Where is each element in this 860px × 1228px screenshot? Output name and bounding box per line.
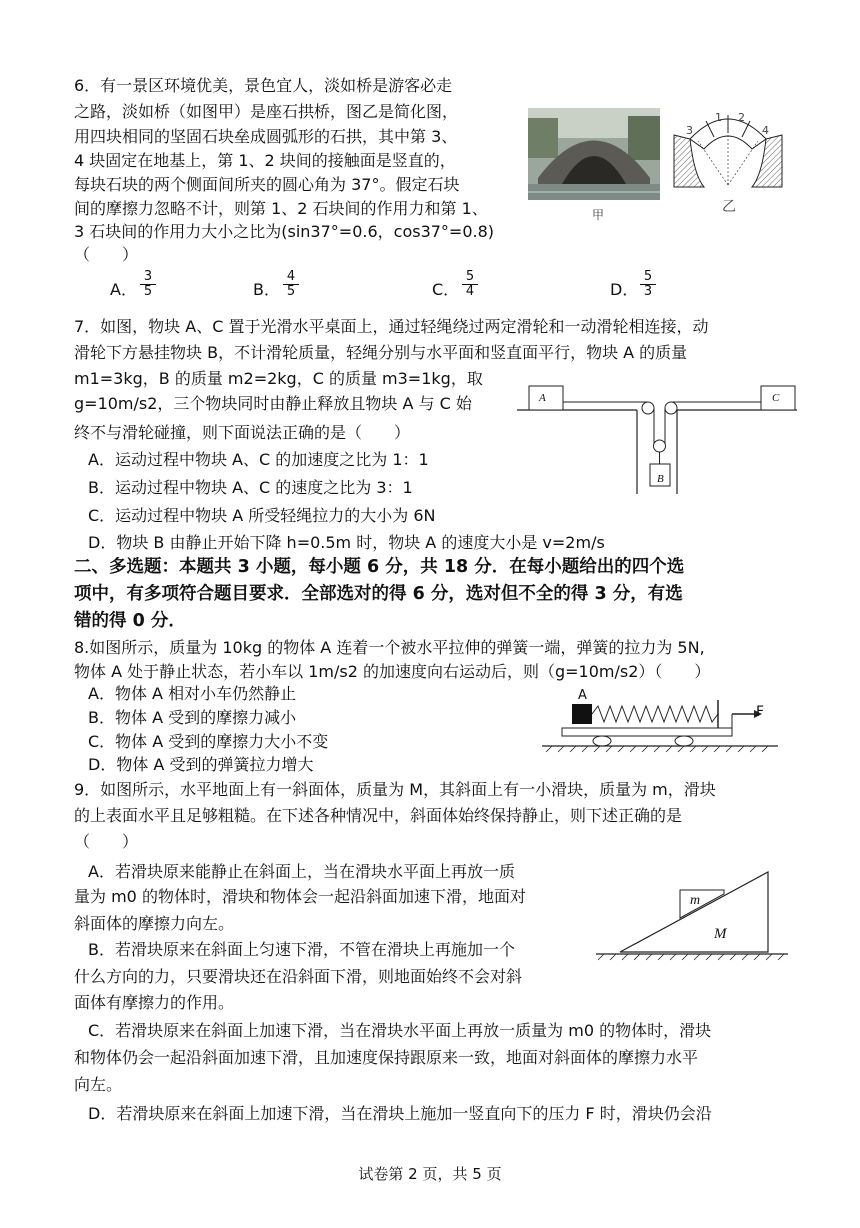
caption-jia: 甲: [592, 208, 605, 222]
section-heading-line: 错的得 0 分．: [74, 611, 186, 631]
block-c-label: C: [772, 392, 780, 404]
section-heading-line: 二、多选题：本题共 3 小题，每小题 6 分，共 18 分．在每小题给出的四个选: [74, 557, 685, 577]
q7-line: m1=3kg，B 的质量 m2=2kg，C 的质量 m3=1kg，取: [74, 369, 483, 388]
caption-yi: 乙: [722, 199, 736, 215]
block-b-label: B: [657, 473, 664, 485]
arch-label-2: 2: [738, 111, 745, 124]
q6-line: 3 石块间的作用力大小之比为(sin37°=0.6，cos37°=0.8): [74, 222, 495, 241]
q9-option-c-line: 向左。: [74, 1075, 123, 1094]
q7-option-a: A．运动过程中物块 A、C 的加速度之比为 1：1: [88, 450, 429, 469]
q9-option-a-line: 量为 m0 的物体时，滑块和物体会一起沿斜面加速下滑，地面对: [74, 887, 526, 906]
q6-line: （ ）: [74, 245, 139, 264]
q6-option-b-fraction: $\frac{4}{5}$: [283, 270, 299, 299]
q9-line: 9．如图所示，水平地面上有一斜面体，质量为 M，其斜面上有一小滑块，质量为 m，滑块: [74, 780, 716, 799]
q6-line: 4 块固定在地基上，第 1、2 块间的接触面是竖直的，: [74, 151, 456, 170]
q8-line: 8.如图所示，质量为 10kg 的物体 A 连着一个被水平拉伸的弹簧一端，弹簧的拉力为 5N,: [74, 638, 705, 657]
q6-line: 之路，淡如桥（如图甲）是座石拱桥，图乙是简化图，: [74, 102, 459, 121]
arch-label-1: 1: [715, 111, 722, 124]
q8-option-c: C．物体 A 受到的摩擦力大小不变: [88, 732, 329, 751]
q6-line: 6．有一景区环境优美，景色宜人，淡如桥是游客必走: [74, 76, 453, 95]
q7-option-d: D．物块 B 由静止开始下降 h=0.5m 时，物块 A 的速度大小是 v=2m/s: [88, 533, 605, 552]
block-a-label: A: [539, 392, 546, 404]
cart-block-a-label: A: [578, 688, 587, 703]
q7-line: g=10m/s2，三个物块同时由静止释放且物块 A 与 C 始: [74, 394, 472, 413]
force-f-label: F: [756, 704, 765, 720]
q8-option-b: B．物体 A 受到的摩擦力减小: [88, 708, 297, 727]
q6-option-a-fraction: $\frac{3}{5}$: [140, 270, 156, 299]
q7-line: 7．如图，物块 A、C 置于光滑水平桌面上，通过轻绳绕过两定滑轮和一动滑轮相连接，动: [74, 317, 709, 336]
q6-line: 间的摩擦力忽略不计，则第 1、2 石块间的作用力和第 1、: [74, 199, 488, 218]
q8-option-a: A．物体 A 相对小车仍然静止: [88, 684, 297, 703]
q6-option-a-label: A．: [110, 280, 137, 299]
q8-option-d: D．物体 A 受到的弹簧拉力增大: [88, 755, 314, 774]
incline-m-label: M: [714, 926, 727, 942]
q9-option-d-line: D．若滑块原来在斜面上加速下滑，当在滑块上施加一竖直向下的压力 F 时，滑块仍会沿: [88, 1104, 712, 1123]
bridge-photo: [528, 108, 660, 200]
arch-diagram: [668, 105, 788, 195]
arch-label-3: 3: [686, 124, 693, 137]
page-footer: 试卷第 2 页，共 5 页: [358, 1165, 502, 1183]
q7-option-b: B．运动过程中物块 A、C 的速度之比为 3：1: [88, 478, 413, 497]
q6-option-b-label: B．: [253, 280, 280, 299]
q6-line: 用四块相同的坚固石块垒成圆弧形的石拱，其中第 3、: [74, 127, 458, 146]
q7-option-c: C．运动过程中物块 A 所受轻绳拉力的大小为 6N: [88, 506, 436, 525]
q9-option-c-line: 和物体仍会一起沿斜面加速下滑，且加速度保持跟原来一致，地面对斜面体的摩擦力水平: [74, 1048, 699, 1067]
q6-option-d-fraction: $\frac{5}{3}$: [640, 270, 656, 299]
q7-line: 滑轮下方悬挂物块 B，不计滑轮质量，轻绳分别与水平面和竖直面平行，物块 A 的质量: [74, 343, 688, 362]
q9-option-c-line: C．若滑块原来在斜面上加速下滑，当在滑块水平面上再放一质量为 m0 的物体时，滑块: [88, 1021, 712, 1040]
q6-option-c-label: C．: [432, 280, 460, 299]
q7-line: 终不与滑轮碰撞，则下面说法正确的是（ ）: [74, 423, 411, 442]
q9-option-b-line: 面体有摩擦力的作用。: [74, 993, 235, 1012]
q6-option-d-label: D．: [610, 280, 639, 299]
slider-m-label: m: [690, 893, 701, 908]
q9-line: （ ）: [74, 832, 139, 851]
incline-diagram: [596, 866, 788, 962]
q9-option-a-line: 斜面体的摩擦力向左。: [74, 914, 235, 933]
q6-option-c-fraction: $\frac{5}{4}$: [462, 270, 478, 299]
q9-line: 的上表面水平且足够粗糙。在下述各种情况中，斜面体始终保持静止，则下述正确的是: [74, 806, 683, 825]
q9-option-b-line: B．若滑块原来在斜面上匀速下滑，不管在滑块上再施加一个: [88, 940, 515, 959]
q6-line: 每块石块的两个侧面间所夹的圆心角为 37°。假定石块: [74, 175, 460, 194]
section-heading-line: 项中，有多项符合题目要求．全部选对的得 6 分，选对但不全的得 3 分，有选: [74, 584, 683, 604]
q8-line: 物体 A 处于静止状态，若小车以 1m/s2 的加速度向右运动后，则（g=10m/s2）（ ）: [74, 662, 711, 681]
arch-label-4: 4: [762, 124, 769, 137]
q9-option-a-line: A．若滑块原来能静止在斜面上，当在滑块水平面上再放一质: [88, 862, 515, 881]
q9-option-b-line: 什么方向的力，只要滑块还在沿斜面下滑，则地面始终不会对斜: [74, 967, 523, 986]
